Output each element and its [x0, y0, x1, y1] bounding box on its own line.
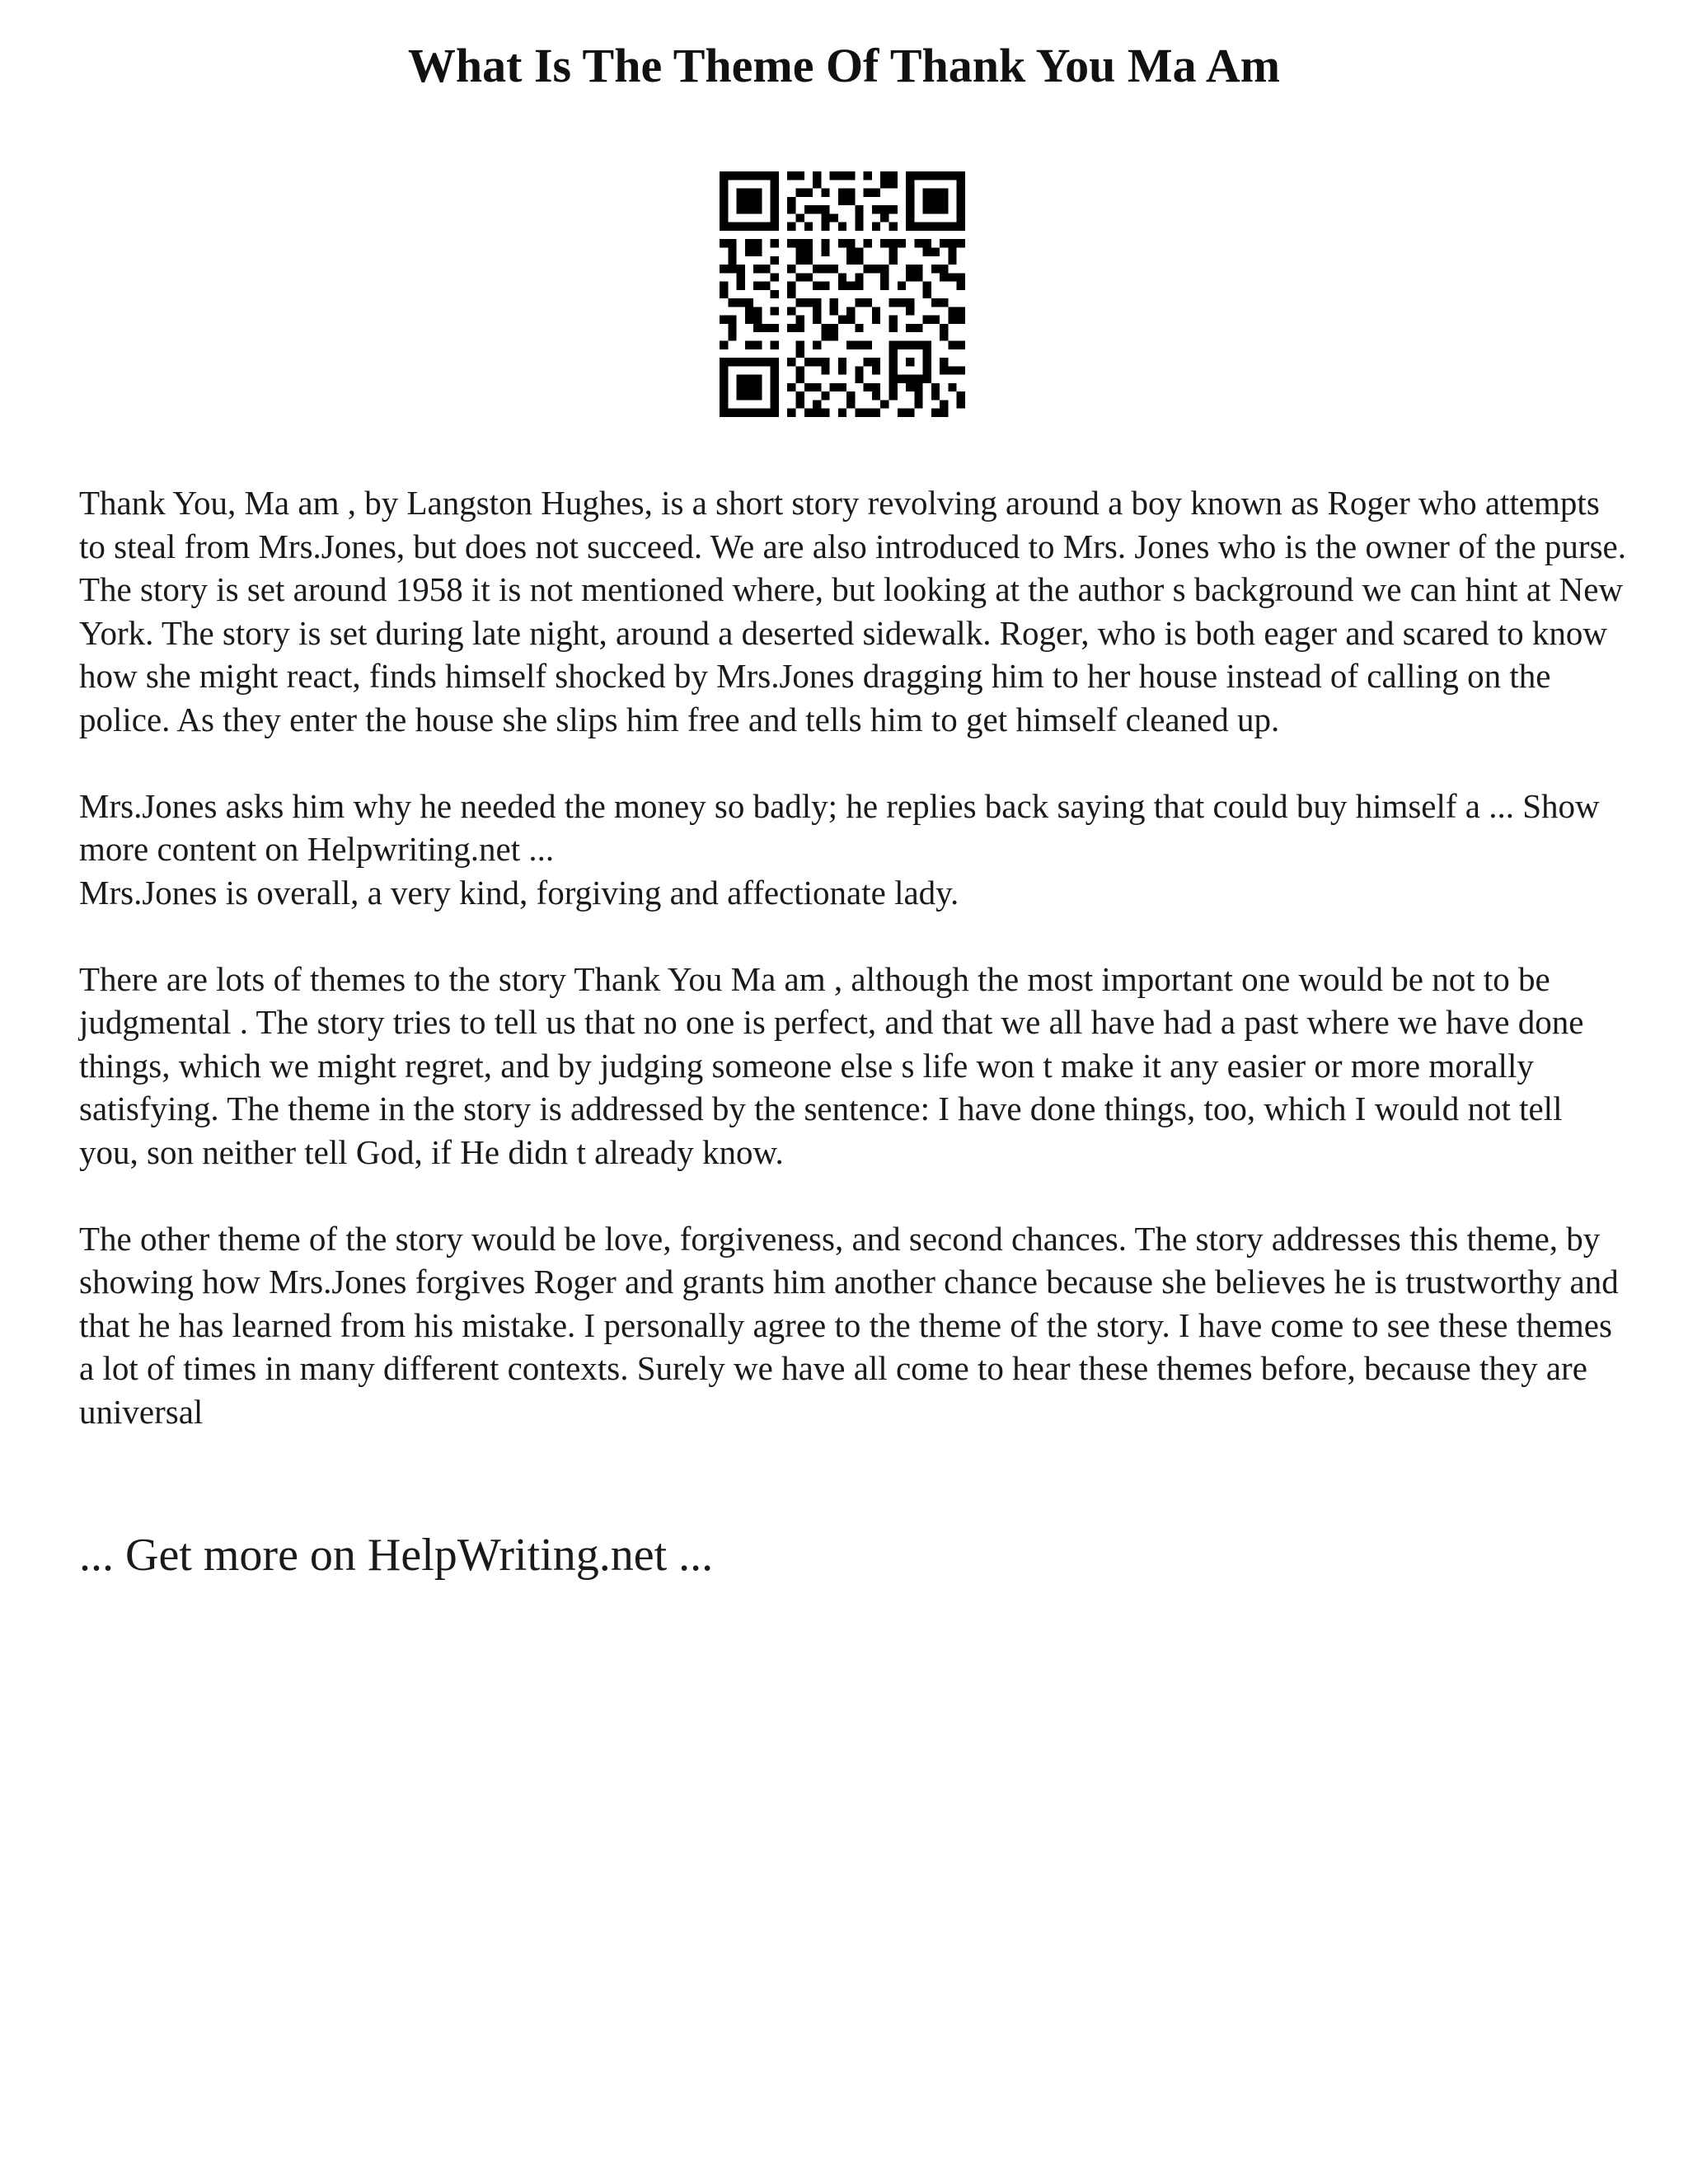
qr-code-icon: [720, 171, 965, 417]
paragraph-theme-judgment: There are lots of themes to the story Thank You Ma am , although the most important one would be not to be judgmental . The story tries to tell us that no one is perfect, and that we all have had a past where we have done things, which we might regret, and by judging someone else s life won t make it any easier or more morally satisfying. The theme in the story is addressed by the sentence: I have done things, too, which I would not tell you, son neither tell God, if He didn t already know.: [79, 959, 1584, 1171]
document-title: What Is The Theme Of Thank You Ma Am: [407, 39, 1281, 92]
document-body: [79, 481, 1629, 1433]
paragraph-spacer: [79, 914, 1629, 958]
paragraph-money-question: Mrs.Jones asks him why he needed the money so badly; he replies back saying that could buy himself a ... Show more content on Helpwriting.net ...: [79, 786, 1600, 868]
paragraph-spacer: [79, 1174, 1629, 1217]
get-more-link[interactable]: ... Get more on HelpWriting.net ...: [79, 1530, 714, 1581]
paragraph-intro: Thank You, Ma am , by Langston Hughes, is a short story revolving around a boy known as Roger who attempts to steal from Mrs.Jones, but does not succeed. We are also introduced to Mrs. Jones who is the owner of the purse. The story is set around 1958 it is not mentioned where, but looking at the author s background we can hint at New York. The story is set during late night, around a deserted sidewalk. Roger, who is both eager and scared to know how she might react, finds himself shocked by Mrs.Jones dragging him to her house instead of calling on the police. As they enter the house she slips him free and tells him to get himself cleaned up.: [79, 484, 1626, 738]
paragraph-mrs-jones-character: Mrs.Jones is overall, a very kind, forgiving and affectionate lady.: [79, 873, 959, 912]
paragraph-theme-forgiveness: The other theme of the story would be love, forgiveness, and second chances. The story addresses this theme, by showing how Mrs.Jones forgives Roger and grants him another chance because she believes he is trustworthy and that he has learned from his mistake. I personally agree to the theme of the story. I have come to see these themes a lot of times in many different contexts. Surely we have all come to hear these themes before, because they are universal: [79, 1219, 1619, 1431]
paragraph-spacer: [79, 741, 1629, 785]
